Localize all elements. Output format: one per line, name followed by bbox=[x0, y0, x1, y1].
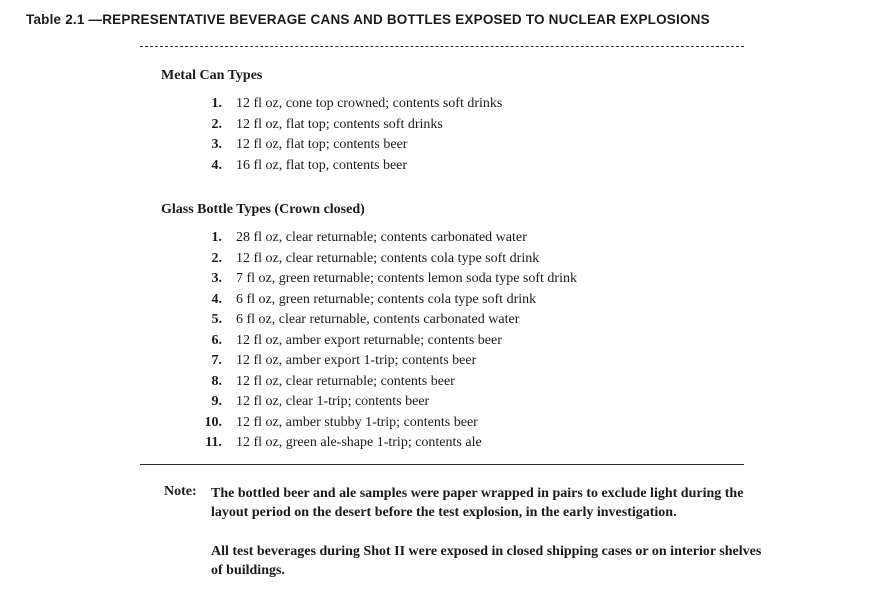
table-title: Table 2.1 —REPRESENTATIVE BEVERAGE CANS AND BOTTLES EXPOSED TO NUCLEAR EXPLOSIONS bbox=[26, 12, 710, 27]
item-number: 10. bbox=[204, 414, 222, 430]
item-text: 12 fl oz, amber stubby 1-trip; contents beer bbox=[236, 414, 478, 430]
glass-bottle-heading: Glass Bottle Types (Crown closed) bbox=[161, 202, 365, 217]
item-text: 12 fl oz, green ale-shape 1-trip; contents ale bbox=[236, 435, 482, 450]
metal-can-heading: Metal Can Types bbox=[161, 68, 263, 83]
item-number: 4. bbox=[211, 157, 222, 173]
item-number: 4. bbox=[211, 291, 222, 307]
item-number: 7. bbox=[211, 353, 222, 368]
item-number: 9. bbox=[211, 394, 222, 409]
item-number: 5. bbox=[211, 312, 222, 327]
item-number: 2. bbox=[211, 116, 222, 132]
item-text: 12 fl oz, amber export returnable; contents beer bbox=[236, 332, 502, 348]
item-text: 7 fl oz, green returnable; contents lemon soda type soft drink bbox=[236, 271, 577, 286]
item-text: 28 fl oz, clear returnable; contents carbonated water bbox=[236, 230, 527, 245]
item-number: 11. bbox=[205, 435, 222, 450]
bottom-divider bbox=[140, 464, 744, 465]
item-text: 12 fl oz, flat top; contents beer bbox=[236, 137, 408, 152]
item-text: 12 fl oz, cone top crowned; contents soft drinks bbox=[236, 96, 503, 111]
item-text: 12 fl oz, flat top; contents soft drinks bbox=[236, 116, 443, 132]
note-paragraph: All test beverages during Shot II were exposed in closed shipping cases or on interior shelves of buildings. bbox=[211, 544, 762, 578]
item-text: 12 fl oz, clear returnable; contents cola type soft drink bbox=[236, 250, 540, 266]
item-number: 1. bbox=[211, 96, 222, 111]
item-number: 6. bbox=[211, 332, 222, 348]
item-number: 3. bbox=[211, 271, 222, 286]
item-text: 12 fl oz, clear returnable; contents beer bbox=[236, 373, 455, 389]
item-number: 3. bbox=[211, 137, 222, 152]
item-text: 6 fl oz, green returnable; contents cola type soft drink bbox=[236, 291, 537, 307]
note-label: Note: bbox=[164, 484, 197, 499]
item-text: 16 fl oz, flat top, contents beer bbox=[236, 157, 408, 173]
top-divider bbox=[140, 46, 744, 47]
item-number: 2. bbox=[211, 250, 222, 266]
note-paragraph: The bottled beer and ale samples were paper wrapped in pairs to exclude light during the layout period on the desert before the test explosion, in the early investigation. bbox=[211, 486, 744, 520]
item-number: 8. bbox=[211, 373, 222, 389]
item-text: 12 fl oz, amber export 1-trip; contents beer bbox=[236, 353, 477, 368]
item-number: 1. bbox=[211, 230, 222, 245]
item-text: 6 fl oz, clear returnable, contents carbonated water bbox=[236, 312, 520, 327]
item-text: 12 fl oz, clear 1-trip; contents beer bbox=[236, 394, 430, 409]
